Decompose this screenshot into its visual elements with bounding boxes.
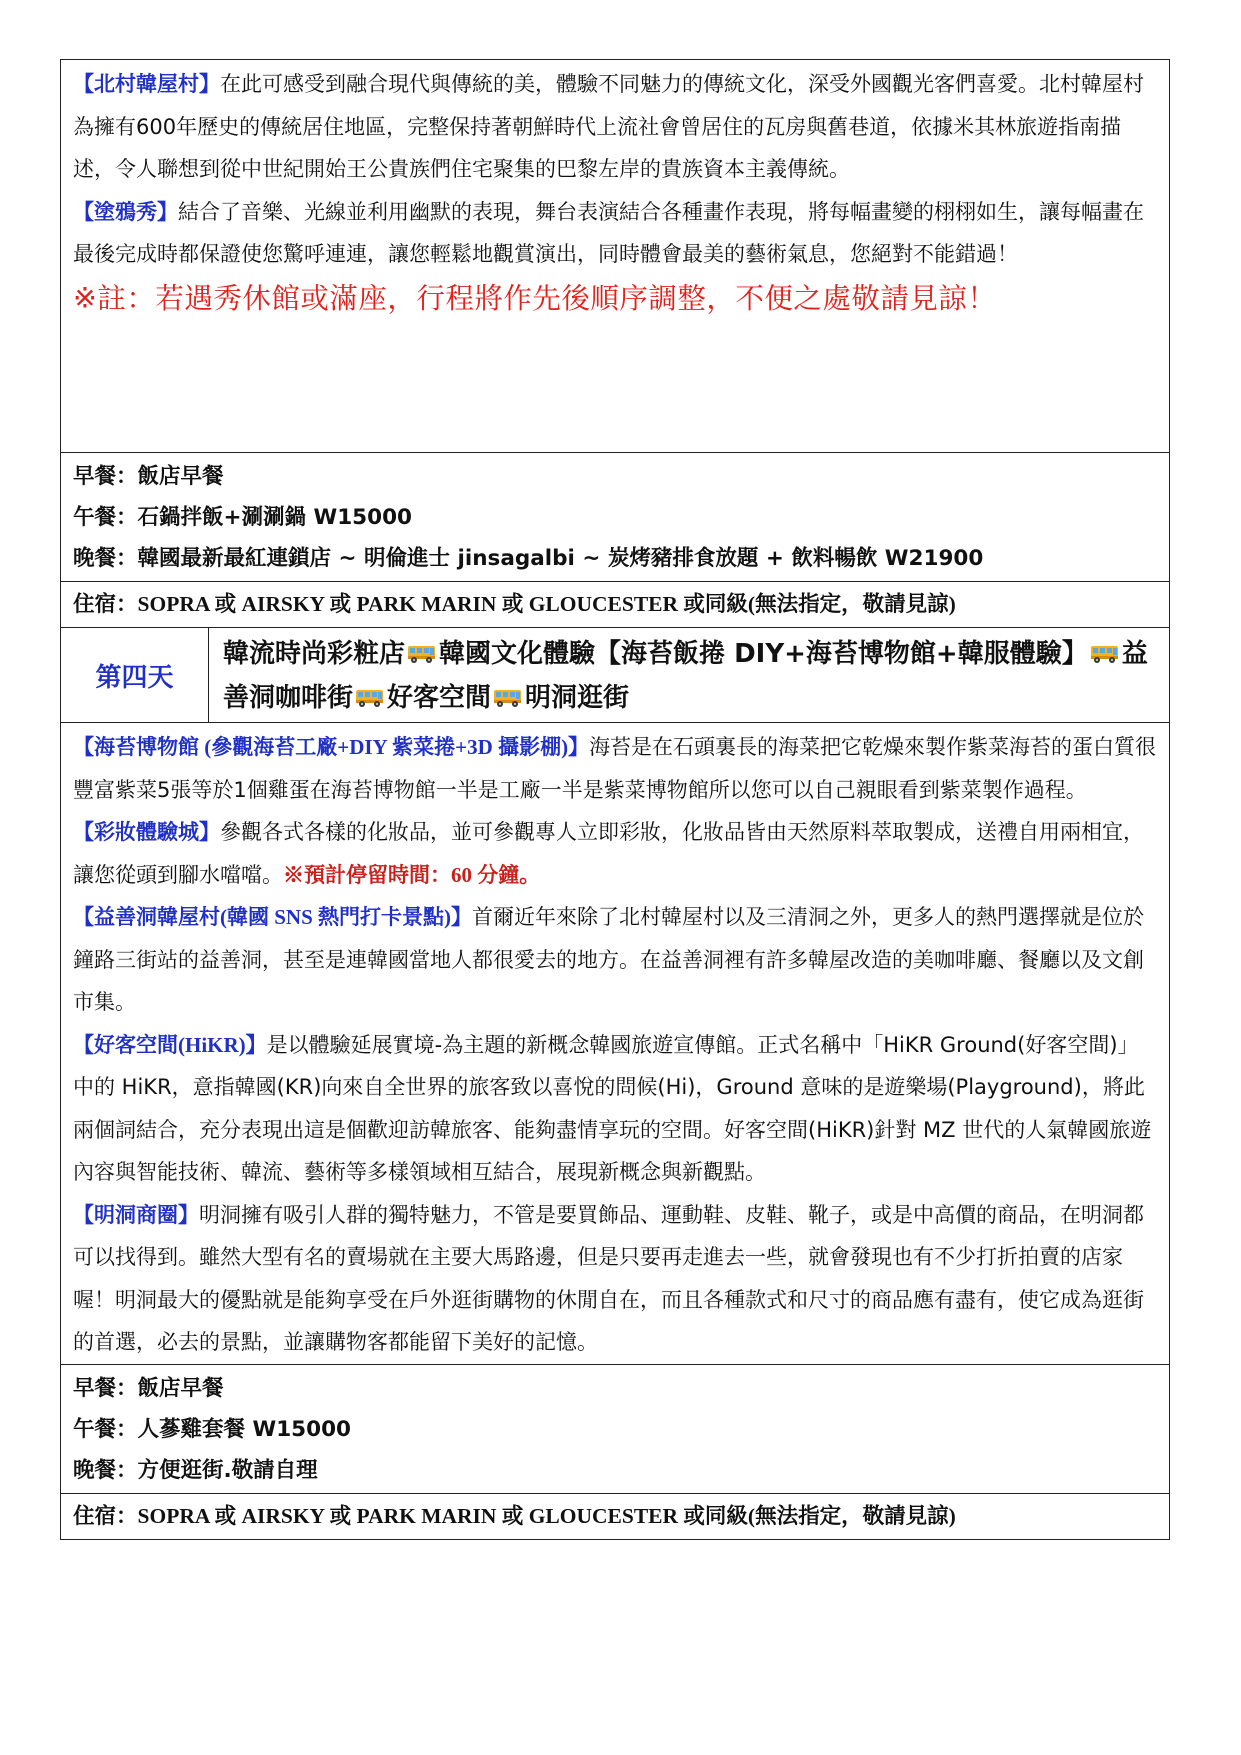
itinerary-page bbox=[60, 59, 1170, 1540]
dinner: 晚餐：方便逛街.敬請自理 bbox=[73, 1457, 318, 1483]
hotel-text: SOPRA 或 AIRSKY 或 PARK MARIN 或 GLOUCESTER 或同級(無法指定，敬請見諒) bbox=[137, 592, 956, 616]
day4-hotel-row bbox=[61, 1493, 1170, 1539]
bus-icon bbox=[1090, 643, 1120, 665]
day3-description bbox=[61, 60, 1170, 453]
day4-meals-row bbox=[61, 1364, 1170, 1493]
hotel-label: 住宿： bbox=[73, 1503, 138, 1529]
paragraph-myeongdong bbox=[73, 1194, 1159, 1364]
paragraph-text: 首爾近年來除了北村韓屋村以及三清洞之外，更多人的熱門選擇就是位於鐘路三街站的益善洞，甚至是連韓國當地人都很愛去的地方。在益善洞裡有許多韓屋改造的美咖啡廳、餐廳以及文創市集。 bbox=[73, 905, 1145, 1014]
keyword-ikseondong: 【益善洞韓屋村(韓國 SNS 熱門打卡景點)】 bbox=[73, 905, 473, 929]
day4-hotel bbox=[61, 1493, 1170, 1539]
day4-label: 第四天 bbox=[61, 628, 209, 723]
keyword-seaweed-museum: 【海苔博物館 (參觀海苔工廠+DIY 紫菜捲+3D 攝影棚)】 bbox=[73, 735, 590, 759]
paragraph-text: 在此可感受到融合現代與傳統的美，體驗不同魅力的傳統文化，深受外國觀光客們喜愛。北村韓屋村為擁有600年歷史的傳統居住地區，完整保持著朝鮮時代上流社會曾居住的瓦房與舊巷道，依據米其林旅遊指南描述，令人聯想到從中世紀開始王公貴族們住宅聚集的巴黎左岸的貴族資本主義傳統。 bbox=[73, 72, 1144, 181]
paragraph-seaweed-museum bbox=[73, 726, 1159, 811]
schedule-note: ※註：若遇秀休館或滿座，行程將作先後順序調整，不便之處敬請見諒！ bbox=[73, 281, 997, 315]
lunch: 午餐：人蔘雞套餐 W15000 bbox=[73, 1416, 351, 1442]
paragraph-nanta bbox=[73, 191, 1159, 276]
keyword-graffiti-show: 【塗鴉秀】 bbox=[73, 199, 178, 224]
day4-description bbox=[61, 723, 1170, 1365]
title-part-myeongdong: 明洞逛街 bbox=[525, 683, 630, 713]
bus-icon bbox=[407, 643, 437, 665]
breakfast: 早餐：飯店早餐 bbox=[73, 464, 224, 489]
itinerary-table bbox=[60, 59, 1170, 1540]
day4-description-row bbox=[61, 723, 1170, 1365]
bus-icon bbox=[355, 687, 385, 709]
lunch: 午餐：石鍋拌飯+涮涮鍋 W15000 bbox=[73, 505, 413, 530]
title-part-makeup: 韓流時尚彩粧店 bbox=[223, 639, 406, 669]
paragraph-text: 結合了音樂、光線並利用幽默的表現，舞台表演結合各種畫作表現，將每幅畫變的栩栩如生，讓每幅畫在最後完成時都保證使您驚呼連連，讓您輕鬆地觀賞演出，同時體會最美的藝術氣息，您絕對不能錯過！ bbox=[73, 199, 1144, 266]
bus-icon bbox=[493, 687, 523, 709]
paragraph-text: 參觀各式各樣的化妝品，並可參觀專人立即彩妝，化妝品皆由天然原料萃取製成，送禮自用兩相宜，讓您從頭到腳水噹噹。 bbox=[73, 820, 1144, 887]
day4-header-row bbox=[61, 628, 1170, 723]
breakfast: 早餐：飯店早餐 bbox=[73, 1375, 224, 1401]
hotel-label: 住宿： bbox=[73, 592, 138, 617]
day3-description-row bbox=[61, 60, 1170, 453]
paragraph-text: 明洞擁有吸引人群的獨特魅力，不管是要買飾品、運動鞋、皮鞋、靴子，或是中高價的商品，在明洞都可以找得到。雖然大型有名的賣場就在主要大馬路邊，但是只要再走進去一些，就會發現也有不少打折拍賣的店家喔！明洞最大的優點就是能夠享受在戶外逛街購物的休閒自在，而且各種款式和尺寸的商品應有盡有，使它成為逛街的首選，必去的景點，並讓購物客都能留下美好的記憶。 bbox=[73, 1202, 1144, 1354]
day3-hotel-row bbox=[61, 582, 1170, 628]
paragraph-bukchon bbox=[73, 63, 1159, 191]
keyword-myeongdong: 【明洞商圈】 bbox=[73, 1202, 199, 1227]
day4-meals bbox=[61, 1364, 1170, 1493]
stay-time-note: ※預計停留時間：60 分鐘。 bbox=[283, 862, 541, 887]
keyword-bukchon: 【北村韓屋村】 bbox=[73, 72, 220, 96]
title-part-culture: 韓國文化體驗【海苔飯捲 DIY+海苔博物館+韓服體驗】 bbox=[439, 639, 1088, 669]
day3-meals bbox=[61, 453, 1170, 582]
paragraph-ikseondong bbox=[73, 896, 1159, 1024]
keyword-makeup: 【彩妝體驗城】 bbox=[73, 820, 220, 844]
title-part-hikr: 好客空間 bbox=[387, 683, 492, 713]
paragraph-hikr bbox=[73, 1024, 1159, 1194]
paragraph-text: 海苔是在石頭裏長的海菜把它乾燥來製作紫菜海苔的蛋白質很豐富紫菜5張等於1個雞蛋在海苔博物館一半是工廠一半是紫菜博物館所以您可以自己親眼看到紫菜製作過程。 bbox=[73, 735, 1157, 802]
paragraph-makeup bbox=[73, 811, 1159, 896]
dinner: 晚餐：韓國最新最紅連鎖店 ~ 明倫進士 jinsagalbi ~ 炭烤豬排食放題 + 飲料暢飲 W21900 bbox=[73, 546, 984, 571]
hotel-text: SOPRA 或 AIRSKY 或 PARK MARIN 或 GLOUCESTER 或同級(無法指定，敬請見諒) bbox=[137, 1503, 956, 1528]
keyword-hikr: 【好客空間(HiKR)】 bbox=[73, 1032, 267, 1057]
paragraph-text: 是以體驗延展實境-為主題的新概念韓國旅遊宣傳館。正式名稱中「HiKR Ground(好客空間)」中的 HiKR，意指韓國(KR)向來自全世界的旅客致以喜悅的問候(Hi)，Ground 意味的是遊樂場(Playground)，將此兩個詞結合，充分表現出這是個歡迎訪韓旅客、能夠盡情享玩的空間。好客空間(HiKR)針對 MZ 世代的人氣韓國旅遊內容與智能技術、韓流、藝術等多樣領域相互結合，展現新概念與新觀點。 bbox=[73, 1032, 1152, 1184]
day3-meals-row bbox=[61, 453, 1170, 582]
title-part-ikseondong: 益善洞咖啡街 bbox=[223, 639, 1148, 713]
day3-hotel bbox=[61, 582, 1170, 628]
day4-title bbox=[209, 628, 1170, 723]
